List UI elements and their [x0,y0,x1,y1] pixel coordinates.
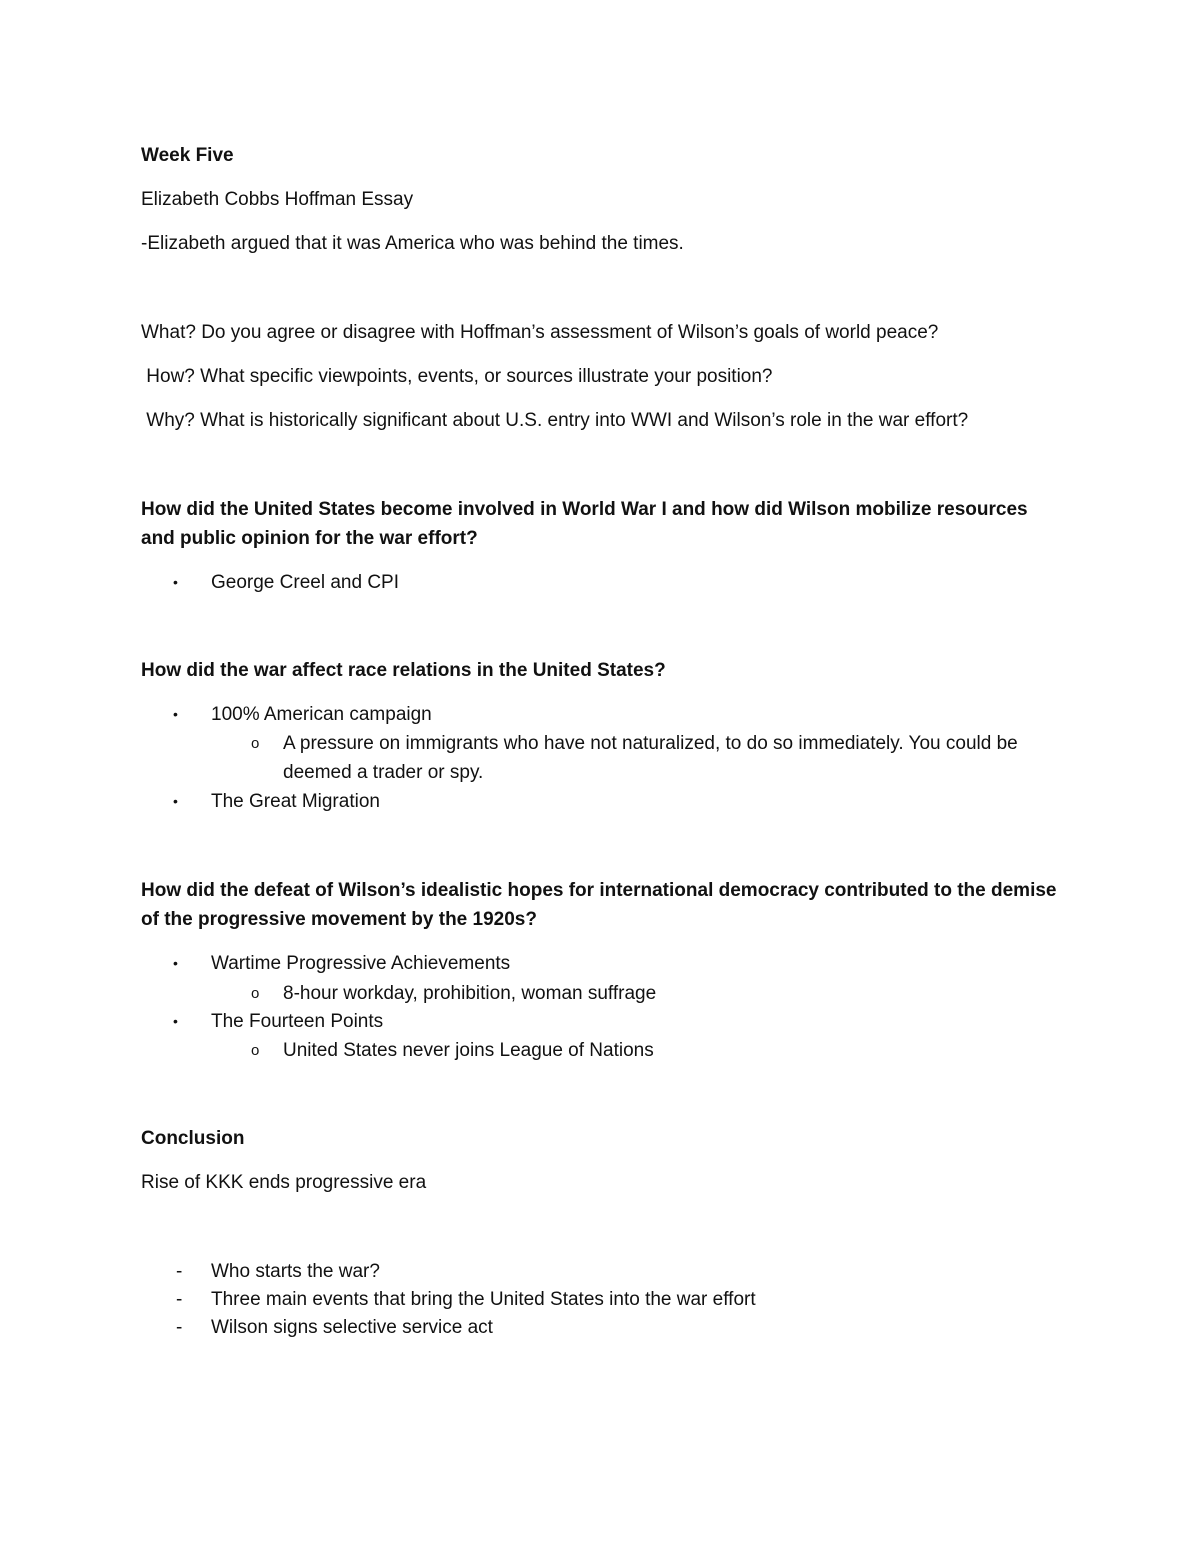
section1-question-line1: How did the United States become involved in World War I and how did Wilson mobilize resources [141,499,1028,520]
bullet-icon: • [173,706,178,722]
bullet-icon: • [173,955,178,971]
dash-item-1: Who starts the war? [211,1261,380,1282]
bullet-icon: • [173,793,178,809]
dash-item-3: Wilson signs selective service act [211,1317,493,1338]
bullet-icon: • [173,1013,178,1029]
dash-icon: - [176,1289,183,1310]
dash-icon: - [176,1317,183,1338]
section3-bullet-1: Wartime Progressive Achievements [211,953,511,974]
section3-sub-bullet-1: 8-hour workday, prohibition, woman suffrage [283,983,657,1004]
section1-question-line2: and public opinion for the war effort? [141,528,478,549]
bullet-icon: • [173,574,178,590]
sub-bullet-icon: o [251,1042,260,1059]
essay-note: -Elizabeth argued that it was America who was behind the times. [141,233,684,254]
sub-bullet-icon: o [251,985,260,1002]
prompt-what: What? Do you agree or disagree with Hoffman’s assessment of Wilson’s goals of world peace? [141,322,939,343]
dash-icon: - [176,1261,183,1282]
section3-bullet-2: The Fourteen Points [211,1011,384,1032]
dash-item-2: Three main events that bring the United States into the war effort [211,1289,756,1310]
prompt-how: How? What specific viewpoints, events, or sources illustrate your position? [141,366,773,387]
sub-bullet-icon: o [251,735,260,752]
conclusion-heading: Conclusion [141,1128,245,1149]
essay-title: Elizabeth Cobbs Hoffman Essay [141,189,414,210]
section2-bullet-1: 100% American campaign [211,704,432,725]
heading-week: Week Five [141,145,234,166]
section2-sub-bullet-line2: deemed a trader or spy. [283,762,484,783]
prompt-why: Why? What is historically significant about U.S. entry into WWI and Wilson’s role in the war effort? [141,410,969,431]
section3-question-line1: How did the defeat of Wilson’s idealistic hopes for international democracy contributed to the demise [141,880,1057,901]
section2-sub-bullet-line1: A pressure on immigrants who have not naturalized, to do so immediately. You could be [283,733,1018,754]
section3-question-line2: of the progressive movement by the 1920s? [141,909,537,930]
section2-bullet-2: The Great Migration [211,791,380,812]
section3-sub-bullet-2: United States never joins League of Nations [283,1040,654,1061]
conclusion-text: Rise of KKK ends progressive era [141,1172,427,1193]
section1-bullet-1: George Creel and CPI [211,572,399,593]
section2-question: How did the war affect race relations in the United States? [141,660,666,681]
